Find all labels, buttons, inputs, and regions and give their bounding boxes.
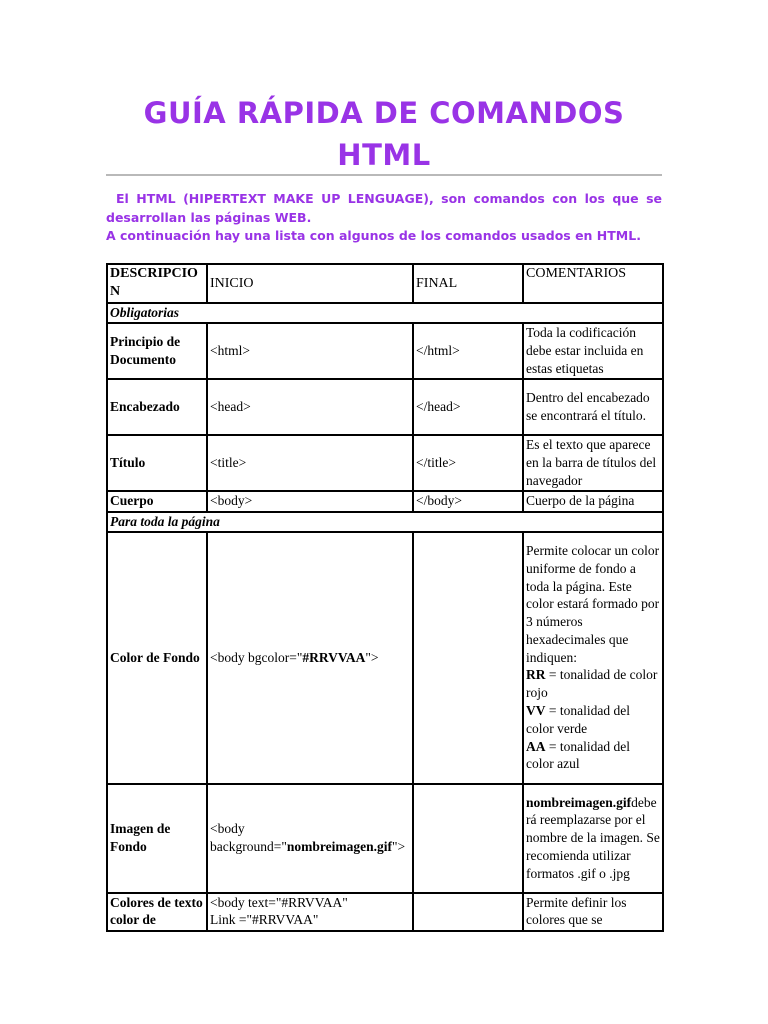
cell-comentarios: Es el texto que aparece en la barra de títulos del navegador: [523, 435, 663, 491]
cell-comentarios: Permite definir los colores que se: [523, 893, 663, 931]
header-inicio: INICIO: [207, 264, 413, 303]
intro-paragraph-2: A continuación hay una lista con algunos de los comandos usados en HTML.: [106, 228, 641, 243]
cell-final: [413, 784, 523, 893]
table-row: [107, 491, 663, 512]
section-label: Para toda la página: [107, 512, 663, 532]
cell-descripcion: Cuerpo: [107, 491, 207, 512]
cell-descripcion: Encabezado: [107, 379, 207, 435]
cell-comentarios: Permite colocar un color uniforme de fondo a toda la página. Este color estará formado por 3 números hexadecimales que indiquen: RR = tonalidad de color rojo VV = tonalidad del color verde AA = tonalidad del color azul: [523, 532, 663, 784]
cell-final: </body>: [413, 491, 523, 512]
cell-final: </title>: [413, 435, 523, 491]
cell-descripcion: Principio de Documento: [107, 323, 207, 379]
commands-table: [106, 263, 664, 932]
table-row: [107, 893, 663, 931]
section-label: Obligatorias: [107, 303, 663, 323]
cell-final: [413, 893, 523, 931]
cell-descripcion: Color de Fondo: [107, 532, 207, 784]
cell-descripcion: Colores de texto color de: [107, 893, 207, 931]
section-row-obligatorias: [107, 303, 663, 323]
cell-inicio: <title>: [207, 435, 413, 491]
cell-inicio: <head>: [207, 379, 413, 435]
header-comentarios: COMENTARIOS: [523, 264, 663, 303]
table-header-row: [107, 264, 663, 303]
header-final: FINAL: [413, 264, 523, 303]
cell-inicio: <body>: [207, 491, 413, 512]
intro-text: [106, 190, 662, 246]
table-row: [107, 532, 663, 784]
table-row: [107, 379, 663, 435]
title-divider: [106, 174, 662, 176]
cell-inicio: <body bgcolor="#RRVVAA">: [207, 532, 413, 784]
title-line-1: GUÍA RÁPIDA DE COMANDOS: [143, 96, 625, 130]
cell-final: </html>: [413, 323, 523, 379]
section-row-pagina: [107, 512, 663, 532]
intro-paragraph-1: El HTML (HIPERTEXT MAKE UP LENGUAGE), son comandos con los que se desarrollan las páginas WEB.: [106, 191, 662, 225]
cell-inicio: <html>: [207, 323, 413, 379]
title-line-2: HTML: [337, 138, 431, 172]
table-row: [107, 323, 663, 379]
cell-comentarios: Dentro del encabezado se encontrará el título.: [523, 379, 663, 435]
table-row: [107, 435, 663, 491]
cell-descripcion: Título: [107, 435, 207, 491]
cell-descripcion: Imagen de Fondo: [107, 784, 207, 893]
document-title: [106, 92, 662, 176]
cell-final: [413, 532, 523, 784]
cell-comentarios: Cuerpo de la página: [523, 491, 663, 512]
cell-inicio: <body text="#RRVVAA" Link ="#RRVVAA": [207, 893, 413, 931]
cell-comentarios: nombreimagen.gifdeberá reemplazarse por el nombre de la imagen. Se recomienda utilizar formatos .gif o .jpg: [523, 784, 663, 893]
table-row: [107, 784, 663, 893]
header-descripcion: DESCRIPCIO N: [107, 264, 207, 303]
cell-final: </head>: [413, 379, 523, 435]
cell-inicio: <body background="nombreimagen.gif">: [207, 784, 413, 893]
cell-comentarios: Toda la codificación debe estar incluida en estas etiquetas: [523, 323, 663, 379]
